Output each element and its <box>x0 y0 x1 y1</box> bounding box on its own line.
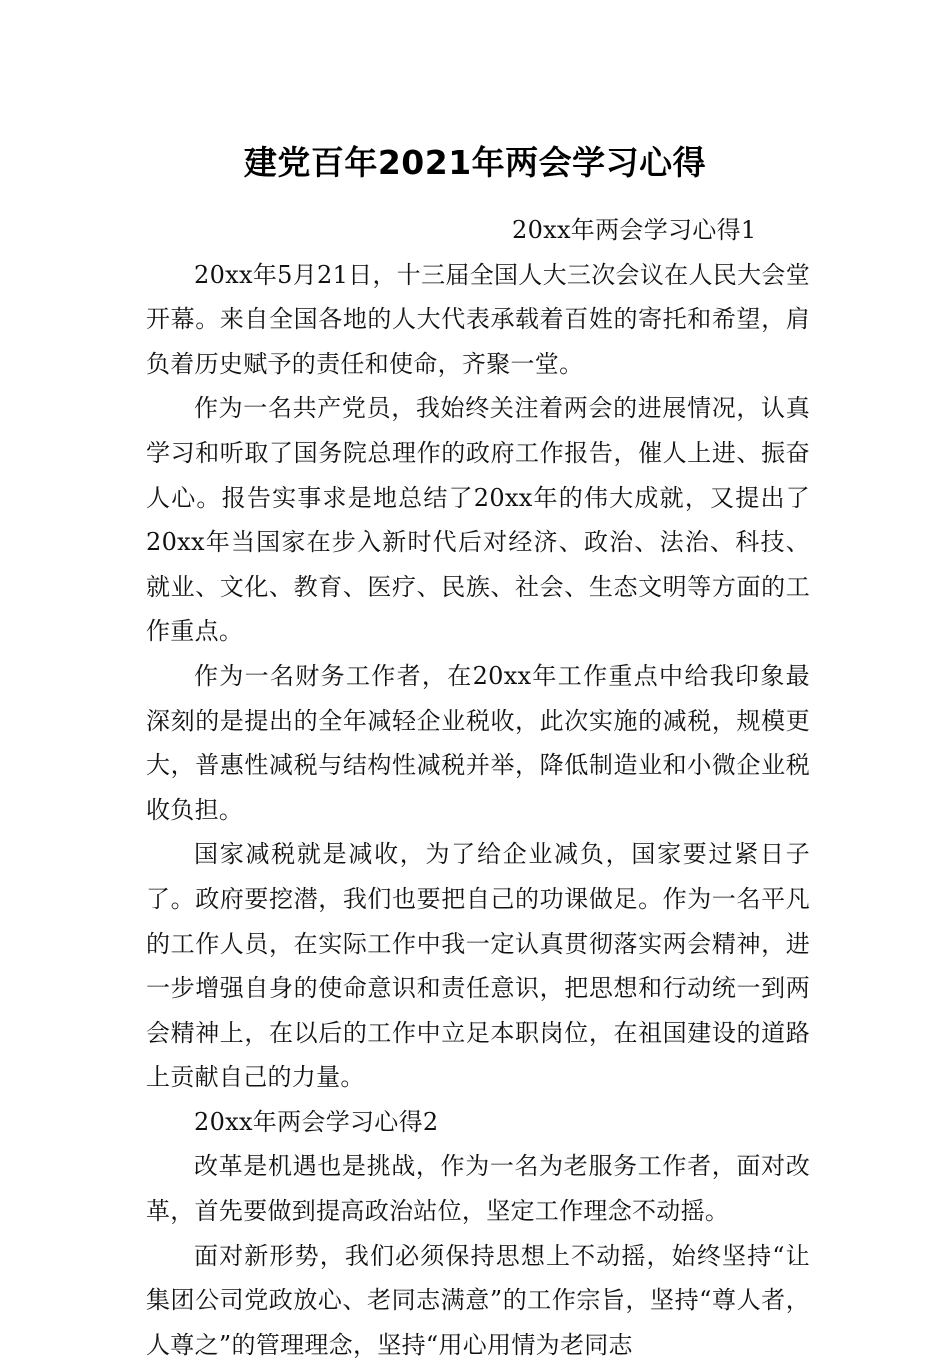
paragraph: 改革是机遇也是挑战，作为一名为老服务工作者，面对改革，首先要做到提高政治站位，坚定工作理念不动摇。 <box>146 1152 810 1226</box>
paragraph: 作为一名共产党员，我始终关注着两会的进展情况，认真学习和听取了国务院总理作的政府工作报告，催人上进、振奋人心。报告实事求是地总结了20xx年的伟大成就，又提出了20xx年当国家在步入新时代后对经济、政治、法治、科技、就业、文化、教育、医疗、民族、社会、生态文明等方面的工作重点。 <box>146 394 810 646</box>
paragraph: 面对新形势，我们必须保持思想上不动摇，始终坚持“让集团公司党政放心、老同志满意”的工作宗旨，坚持“尊人者，人尊之”的管理理念，坚持“用心用情为老同志 <box>146 1241 810 1359</box>
section-1-heading: 20xx年两会学习心得1 <box>512 216 757 244</box>
section-2-heading: 20xx年两会学习心得2 <box>194 1107 439 1136</box>
paragraph: 20xx年5月21日，十三届全国人大三次会议在人民大会堂开幕。来自全国各地的人大代表承载着百姓的寄托和希望，肩负着历史赋予的责任和使命，齐聚一堂。 <box>146 260 810 378</box>
document-body <box>146 208 810 1367</box>
paragraph: 作为一名财务工作者，在20xx年工作重点中给我印象最深刻的是提出的全年减轻企业税收，此次实施的减税，规模更大，普惠性减税与结构性减税并举，降低制造业和小微企业税收负担。 <box>146 661 810 824</box>
document-title: 建党百年2021年两会学习心得 <box>243 143 707 183</box>
paragraph: 国家减税就是减收，为了给企业减负，国家要过紧日子了。政府要挖潜，我们也要把自己的功课做足。作为一名平凡的工作人员，在实际工作中我一定认真贯彻落实两会精神，进一步增强自身的使命意识和责任意识，把思想和行动统一到两会精神上，在以后的工作中立足本职岗位，在祖国建设的道路上贡献自己的力量。 <box>146 840 810 1092</box>
